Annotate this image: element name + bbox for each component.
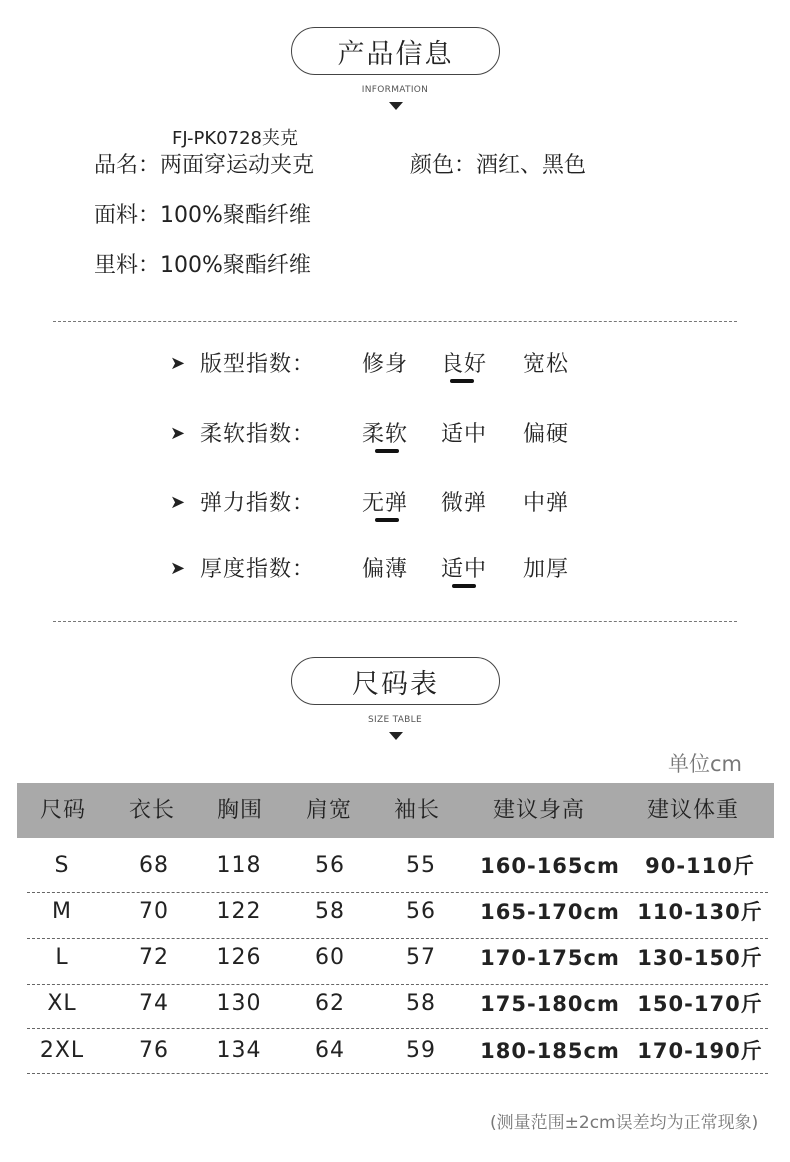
table-cell: 90-110斤 [645, 854, 755, 878]
table-cell: 58 [406, 991, 436, 1016]
index-label: 版型指数： [200, 352, 316, 377]
table-cell: 165-170cm [480, 900, 620, 924]
index-option: 中弹 [523, 491, 570, 516]
table-cell: 59 [406, 1038, 436, 1063]
product-info-subtitle: INFORMATION [361, 85, 429, 95]
table-cell: 64 [315, 1038, 345, 1063]
index-option: 良好 [441, 352, 488, 377]
size-table-subtitle: SIZE TABLE [368, 715, 422, 725]
table-cell: 76 [139, 1038, 169, 1063]
selected-underline [375, 518, 399, 522]
table-cell: 56 [406, 899, 436, 924]
index-row-elasticity [0, 484, 790, 524]
table-row [0, 981, 790, 1027]
arrow-right-icon: ➤ [170, 492, 186, 513]
table-cell: 74 [139, 991, 169, 1016]
table-cell: 70 [139, 899, 169, 924]
table-cell: 57 [406, 945, 436, 970]
column-header: 肩宽 [305, 798, 352, 823]
table-row [0, 1028, 790, 1074]
table-cell: 122 [216, 899, 262, 924]
size-table-title: 尺码表 [291, 657, 500, 705]
table-cell: 58 [315, 899, 345, 924]
index-label: 厚度指数： [200, 557, 316, 582]
divider [53, 321, 737, 322]
index-label: 柔软指数： [200, 422, 316, 447]
product-lining: 里料：100%聚酯纤维 [94, 253, 311, 278]
index-row-fit [0, 345, 790, 385]
table-cell: 130-150斤 [637, 946, 763, 970]
table-cell: 55 [406, 853, 436, 878]
down-triangle-icon [389, 102, 403, 110]
table-cell: 110-130斤 [637, 900, 763, 924]
table-cell: 180-185cm [480, 1039, 620, 1063]
table-header [17, 783, 774, 838]
index-option: 偏薄 [362, 557, 409, 582]
product-fabric: 面料：100%聚酯纤维 [94, 203, 311, 228]
table-cell: 68 [139, 853, 169, 878]
table-cell: S [54, 853, 70, 878]
index-row-thickness [0, 550, 790, 590]
column-header: 衣长 [128, 798, 175, 823]
arrow-right-icon: ➤ [170, 353, 186, 374]
index-option: 宽松 [523, 352, 570, 377]
index-option: 微弹 [441, 491, 488, 516]
selected-underline [375, 449, 399, 453]
table-cell: M [52, 899, 72, 924]
row-divider [27, 1073, 768, 1074]
column-header: 建议体重 [646, 798, 739, 823]
column-header: 建议身高 [492, 798, 585, 823]
product-name: 品名：两面穿运动夹克 [94, 153, 315, 178]
table-cell: 72 [139, 945, 169, 970]
selected-underline [450, 379, 474, 383]
table-cell: 62 [315, 991, 345, 1016]
index-option: 柔软 [362, 422, 409, 447]
product-color: 颜色：酒红、黑色 [410, 153, 587, 178]
table-row [0, 889, 790, 935]
table-cell: 2XL [39, 1038, 85, 1063]
table-cell: XL [47, 991, 77, 1016]
table-cell: 170-175cm [480, 946, 620, 970]
selected-underline [452, 584, 476, 588]
index-option: 加厚 [523, 557, 570, 582]
arrow-right-icon: ➤ [170, 558, 186, 579]
index-option: 适中 [441, 557, 488, 582]
arrow-right-icon: ➤ [170, 423, 186, 444]
table-cell: 134 [216, 1038, 262, 1063]
table-cell: 60 [315, 945, 345, 970]
index-option: 无弹 [362, 491, 409, 516]
table-cell: 126 [216, 945, 262, 970]
table-cell: 160-165cm [480, 854, 620, 878]
table-row [0, 935, 790, 981]
index-row-softness [0, 415, 790, 455]
table-cell: L [55, 945, 69, 970]
index-option: 修身 [362, 352, 409, 377]
column-header: 尺码 [39, 798, 86, 823]
table-row [0, 843, 790, 889]
divider [53, 621, 737, 622]
index-option: 偏硬 [523, 422, 570, 447]
table-cell: 175-180cm [480, 992, 620, 1016]
table-cell: 170-190斤 [637, 1039, 763, 1063]
column-header: 袖长 [393, 798, 440, 823]
index-label: 弹力指数： [200, 491, 316, 516]
column-header: 胸围 [216, 798, 263, 823]
table-cell: 130 [216, 991, 262, 1016]
product-info-title: 产品信息 [291, 27, 500, 75]
product-code: FJ-PK0728夹克 [172, 128, 298, 149]
index-option: 适中 [441, 422, 488, 447]
table-cell: 150-170斤 [637, 992, 763, 1016]
unit-label: 单位cm [668, 752, 743, 776]
down-triangle-icon [389, 732, 403, 740]
table-cell: 118 [216, 853, 262, 878]
measurement-note: (测量范围±2cm误差均为正常现象) [490, 1113, 759, 1133]
table-cell: 56 [315, 853, 345, 878]
